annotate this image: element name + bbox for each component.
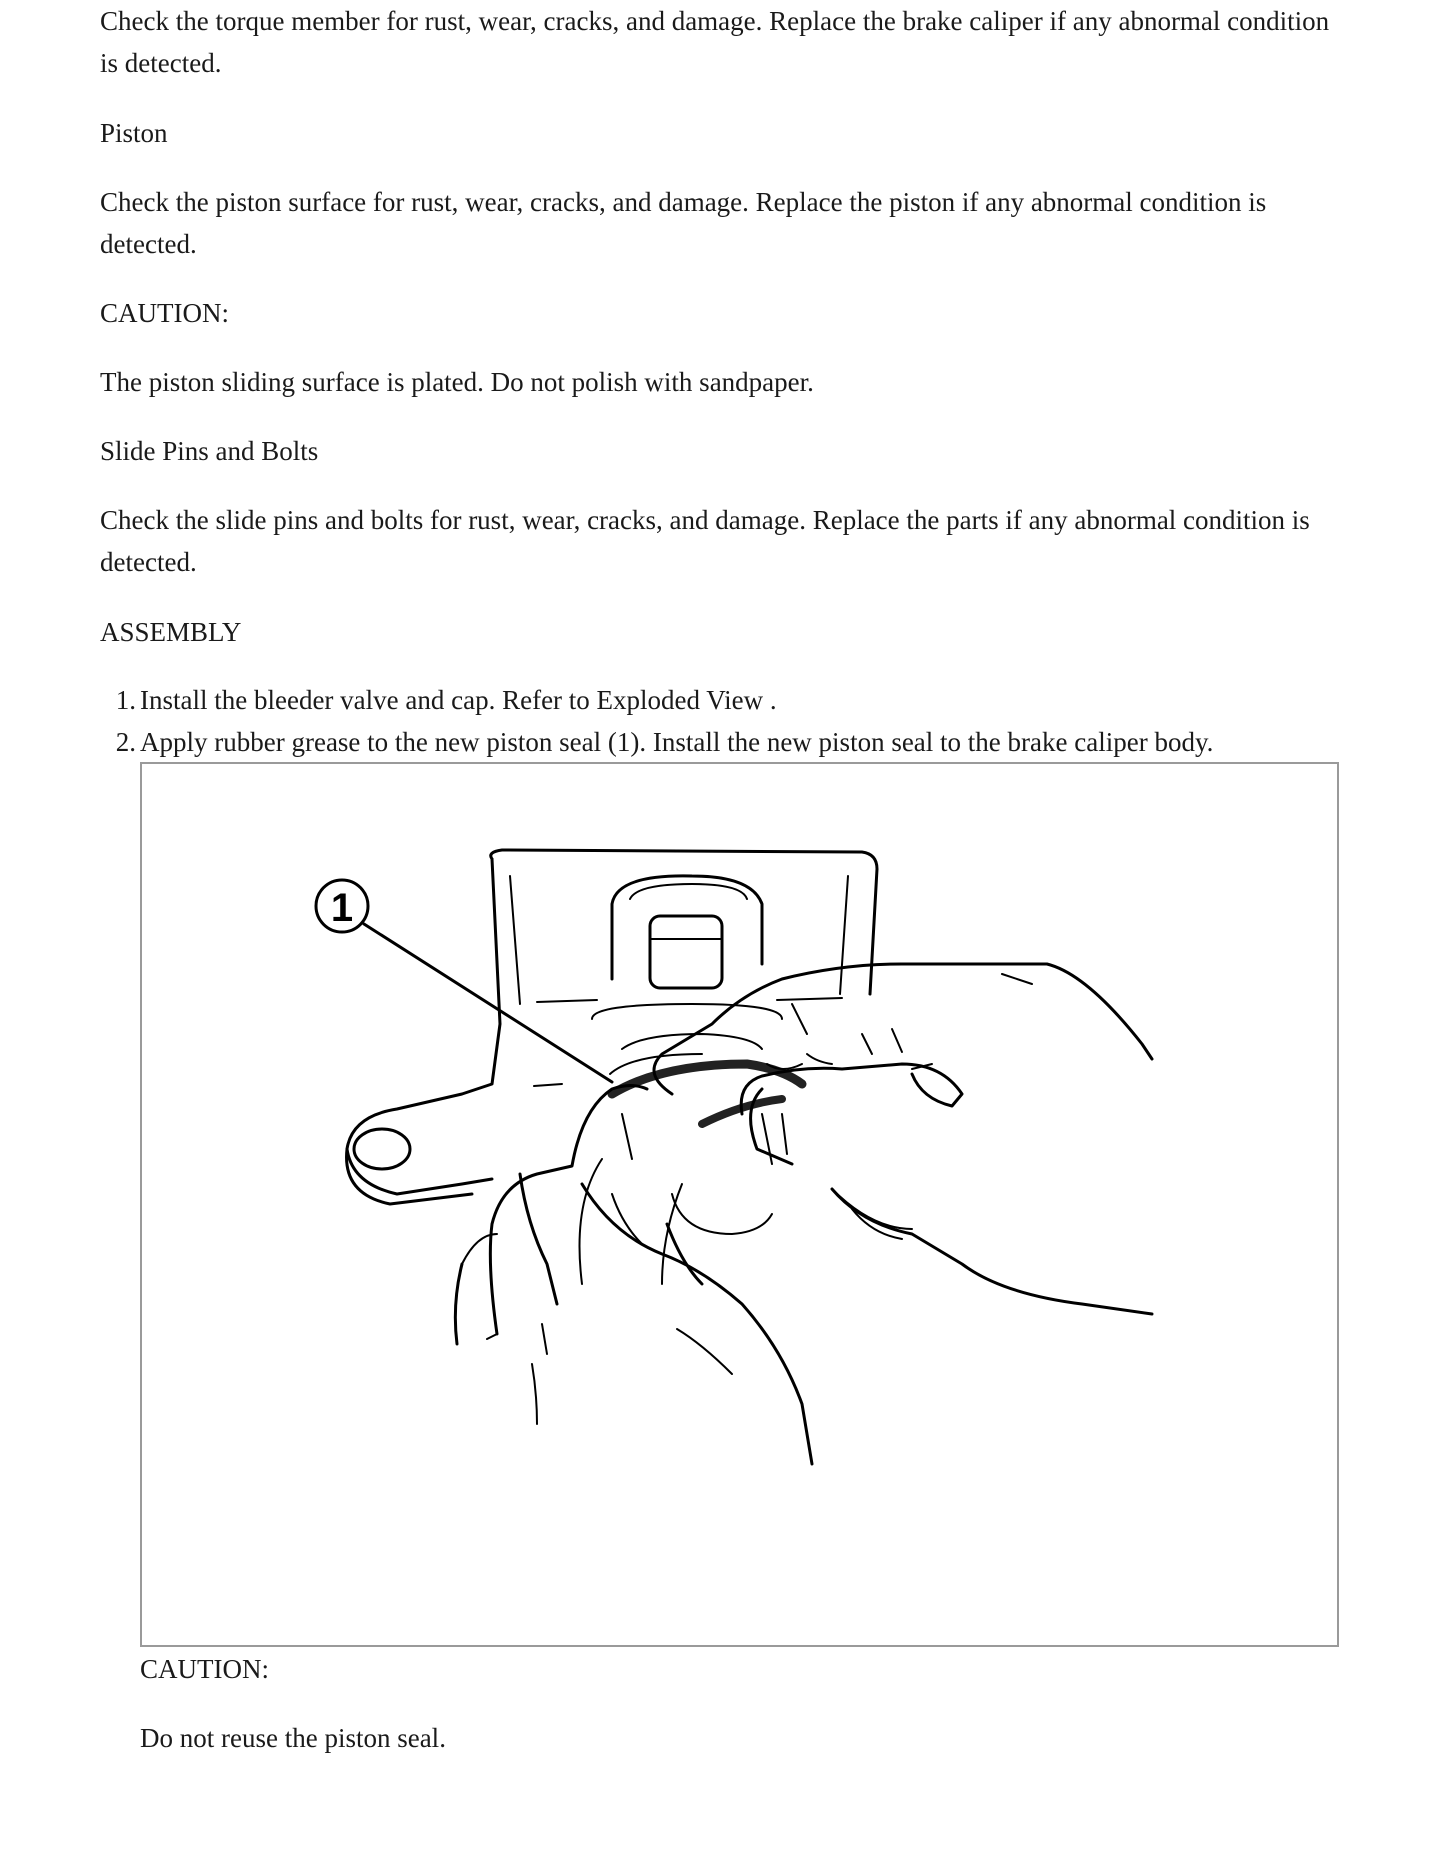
caution-label: CAUTION: <box>100 298 229 328</box>
torque-member-paragraph: Check the torque member for rust, wear, cracks, and damage. Replace the brake caliper if any abnormal condition is detected. <box>100 6 1330 78</box>
assembly-heading: ASSEMBLY <box>100 617 242 647</box>
caution-text: The piston sliding surface is plated. Do not polish with sandpaper. <box>100 367 814 397</box>
caliper-hand-drawing <box>142 764 1337 1645</box>
step-number: 2. <box>115 727 136 757</box>
step2-caution-text: Do not reuse the piston seal. <box>140 1723 446 1753</box>
piston-heading: Piston <box>100 118 168 148</box>
step2-caution-label: CAUTION: <box>140 1654 269 1684</box>
assembly-steps-list <box>100 679 1360 763</box>
step-text: Apply rubber grease to the new piston seal (1). Install the new piston seal to the brake caliper body. <box>140 727 1214 757</box>
list-item <box>100 721 1360 763</box>
list-item <box>100 679 1360 721</box>
step-number: 1. <box>115 685 136 715</box>
piston-paragraph: Check the piston surface for rust, wear, cracks, and damage. Replace the piston if any abnormal condition is detected. <box>100 187 1267 259</box>
piston-seal-illustration <box>140 762 1339 1647</box>
callout-number: 1 <box>330 886 354 930</box>
step-text: Install the bleeder valve and cap. Refer to Exploded View . <box>140 685 777 715</box>
slide-pins-heading: Slide Pins and Bolts <box>100 436 319 466</box>
slide-pins-paragraph: Check the slide pins and bolts for rust, wear, cracks, and damage. Replace the parts if any abnormal condition is detected. <box>100 505 1310 577</box>
